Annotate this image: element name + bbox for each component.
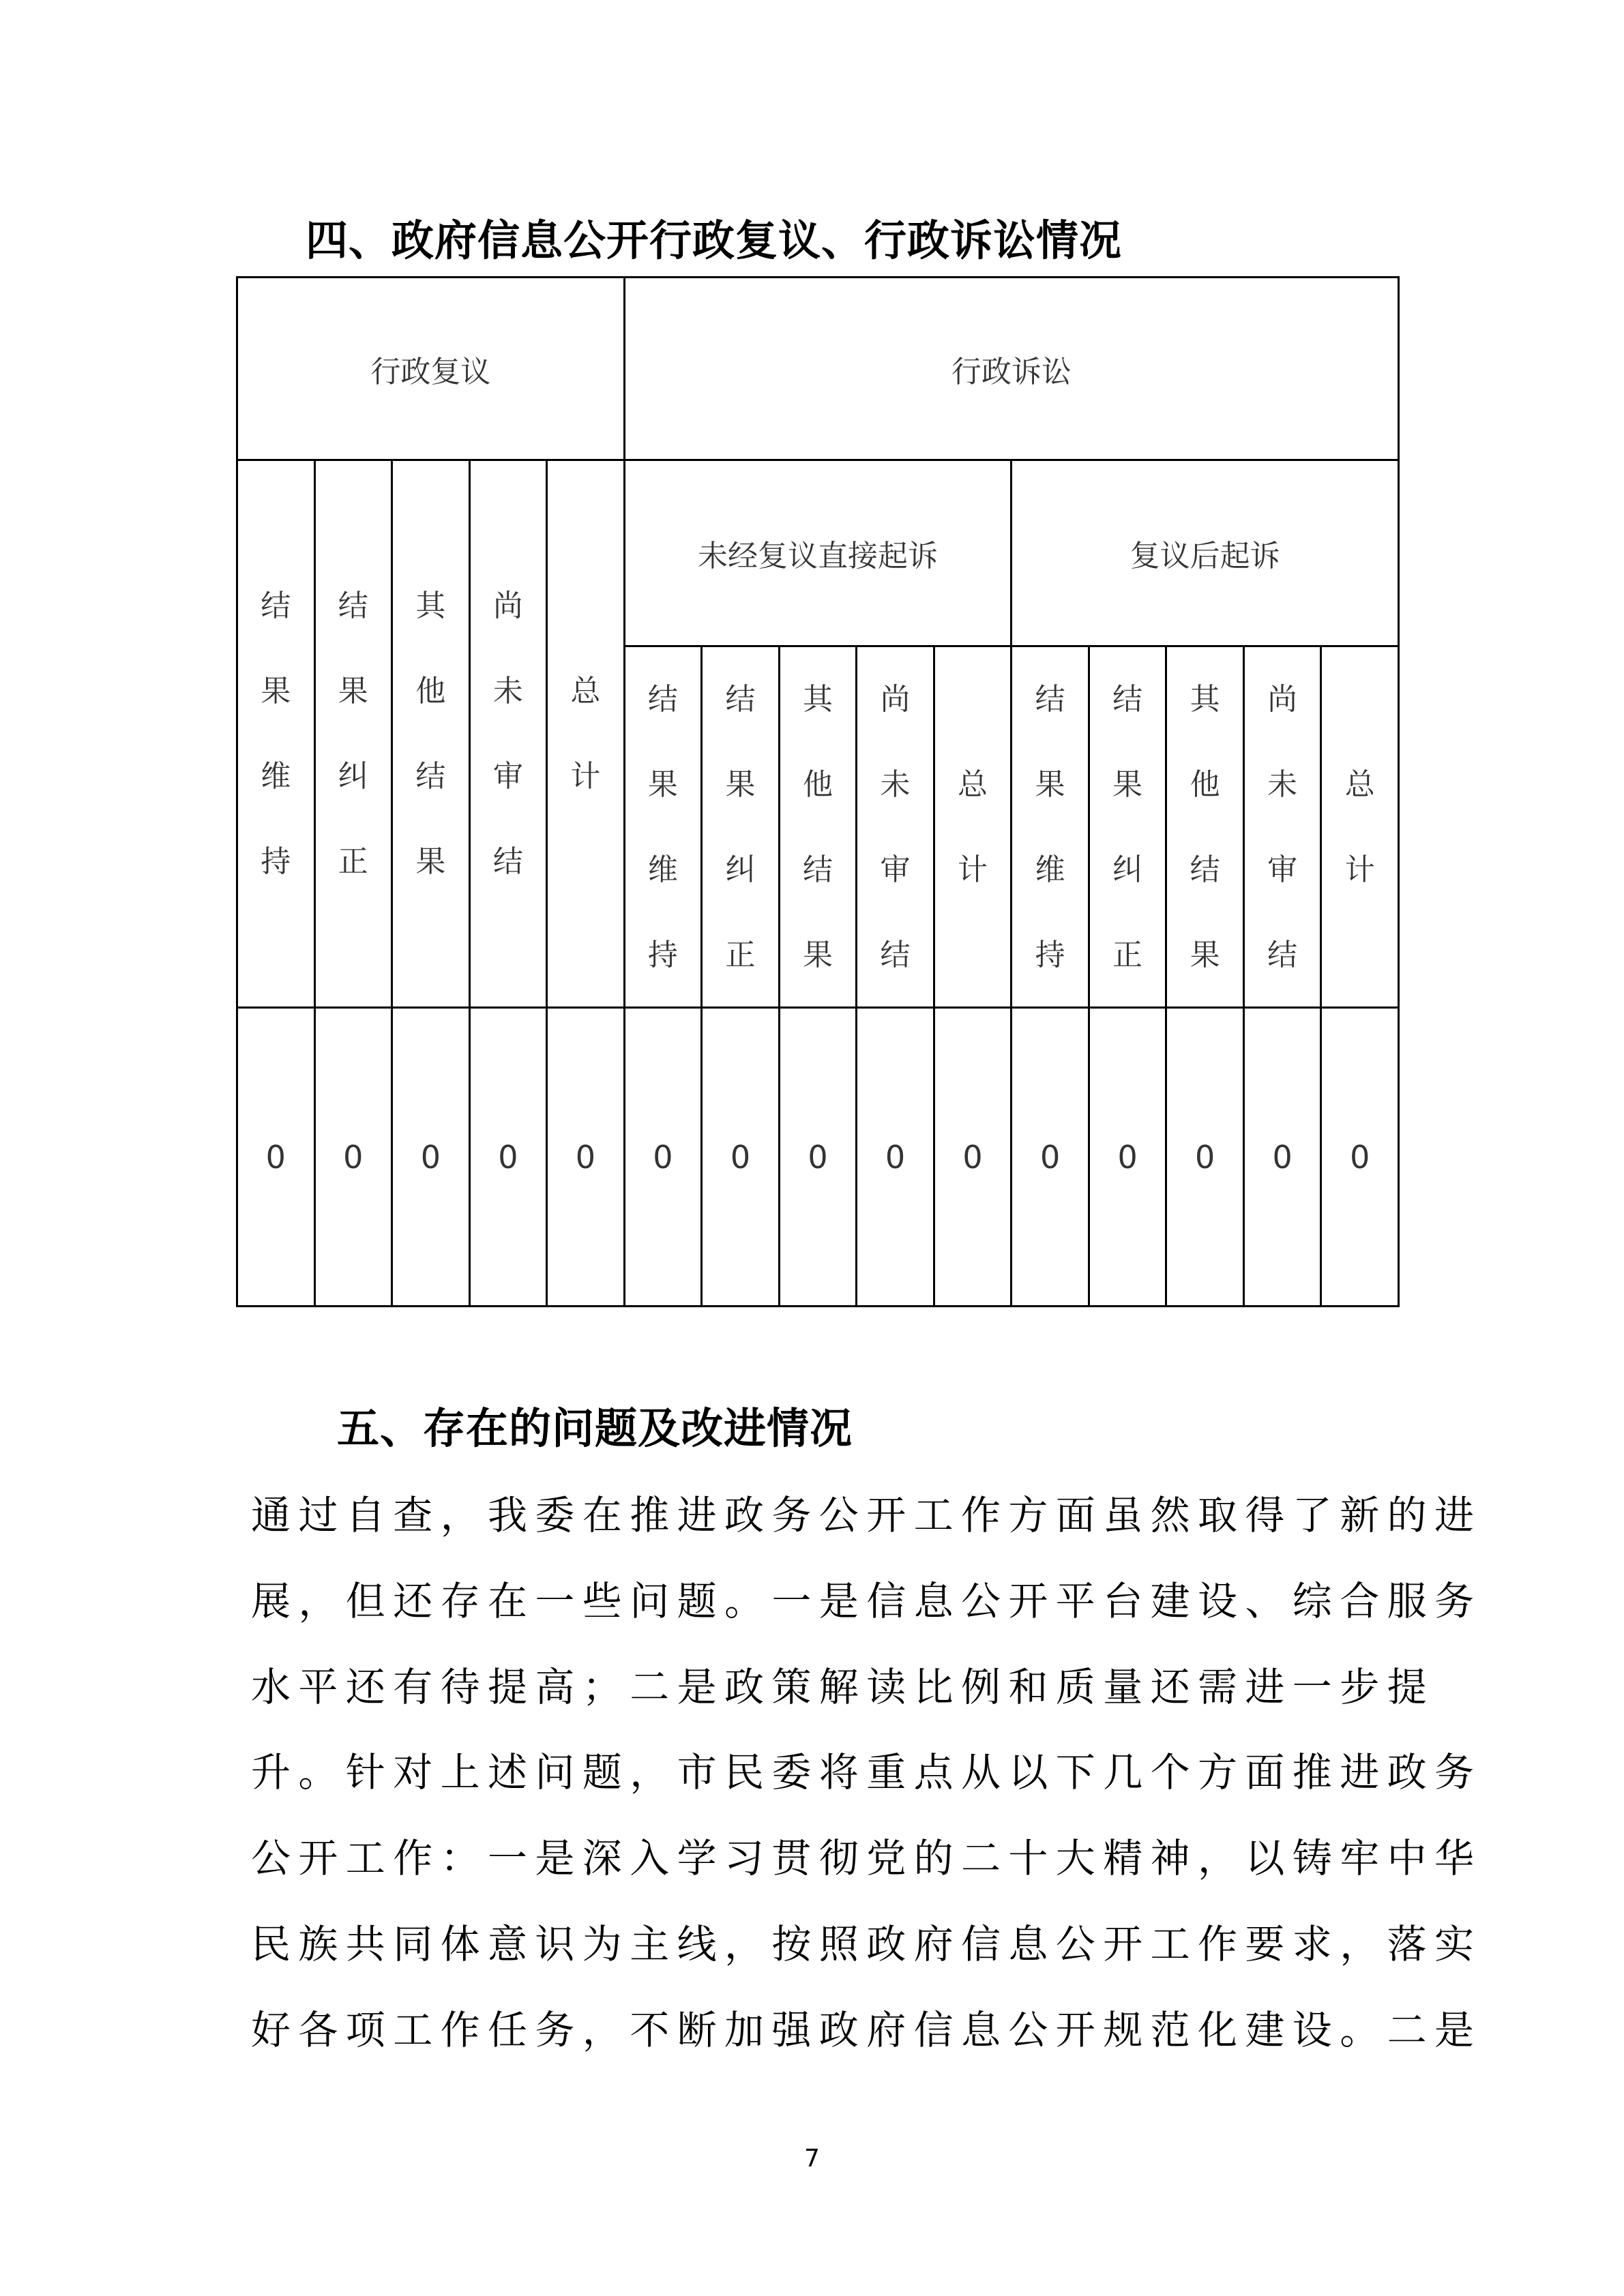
col-header: 结果维持 <box>624 646 702 1008</box>
paragraph-line: 好各项工作任务，不断加强政府信息公开规范化建设。二是 <box>251 2006 1482 2053</box>
col-header: 尚未审结 <box>469 460 547 1008</box>
col-header: 总计 <box>1321 646 1399 1008</box>
section-4-heading: 四、政府信息公开行政复议、行政诉讼情况 <box>306 215 1123 265</box>
header-direct-suit: 未经复议直接起诉 <box>624 460 1012 646</box>
table-cell: 0 <box>702 1008 780 1307</box>
col-header: 总计 <box>934 646 1012 1008</box>
table-cell: 0 <box>1012 1008 1089 1307</box>
col-header: 结果维持 <box>1012 646 1089 1008</box>
paragraph-line: 民族共同体意识为主线，按照政府信息公开工作要求，落实 <box>251 1920 1482 1967</box>
table-cell: 0 <box>857 1008 934 1307</box>
review-litigation-table <box>236 276 1400 1307</box>
paragraph-line: 通过自查，我委在推进政务公开工作方面虽然取得了新的进 <box>251 1492 1482 1538</box>
paragraph-line: 展，但还存在一些问题。一是信息公开平台建设、综合服务 <box>251 1577 1482 1624</box>
table-cell: 0 <box>237 1008 315 1307</box>
section-5-paragraph <box>251 1473 1482 2074</box>
col-header: 结果纠正 <box>1089 646 1166 1008</box>
header-admin-review: 行政复议 <box>237 278 625 460</box>
table-cell: 0 <box>934 1008 1012 1307</box>
col-header: 结果纠正 <box>702 646 780 1008</box>
table-cell: 0 <box>469 1008 547 1307</box>
paragraph-line: 公开工作：一是深入学习贯彻党的二十大精神，以铸牢中华 <box>251 1835 1482 1882</box>
table-cell: 0 <box>1166 1008 1244 1307</box>
header-admin-litigation: 行政诉讼 <box>624 278 1398 460</box>
table-cell: 0 <box>1243 1008 1321 1307</box>
section-5-heading: 五、存在的问题及改进情况 <box>337 1403 853 1453</box>
header-suit-after-review: 复议后起诉 <box>1012 460 1399 646</box>
table-cell: 0 <box>1089 1008 1166 1307</box>
table-cell: 0 <box>624 1008 702 1307</box>
table-cell: 0 <box>1321 1008 1399 1307</box>
page-number: 7 <box>804 2145 820 2173</box>
table-header-row-2 <box>237 460 1399 646</box>
col-header: 其他结果 <box>779 646 857 1008</box>
col-header: 结果纠正 <box>314 460 392 1008</box>
table-data-row <box>237 1008 1399 1307</box>
paragraph-line: 水平还有待提高；二是政策解读比例和质量还需进一步提 <box>251 1663 1435 1710</box>
table-cell: 0 <box>392 1008 470 1307</box>
table-cell: 0 <box>314 1008 392 1307</box>
col-header: 结果维持 <box>237 460 315 1008</box>
paragraph-line: 升。针对上述问题，市民委将重点从以下几个方面推进政务 <box>251 1749 1482 1796</box>
table-header-row-1 <box>237 278 1399 460</box>
col-header: 尚未审结 <box>857 646 934 1008</box>
col-header: 尚未审结 <box>1243 646 1321 1008</box>
col-header: 其他结果 <box>1166 646 1244 1008</box>
table-cell: 0 <box>779 1008 857 1307</box>
col-header: 总计 <box>547 460 625 1008</box>
col-header: 其他结果 <box>392 460 470 1008</box>
table-cell: 0 <box>547 1008 625 1307</box>
